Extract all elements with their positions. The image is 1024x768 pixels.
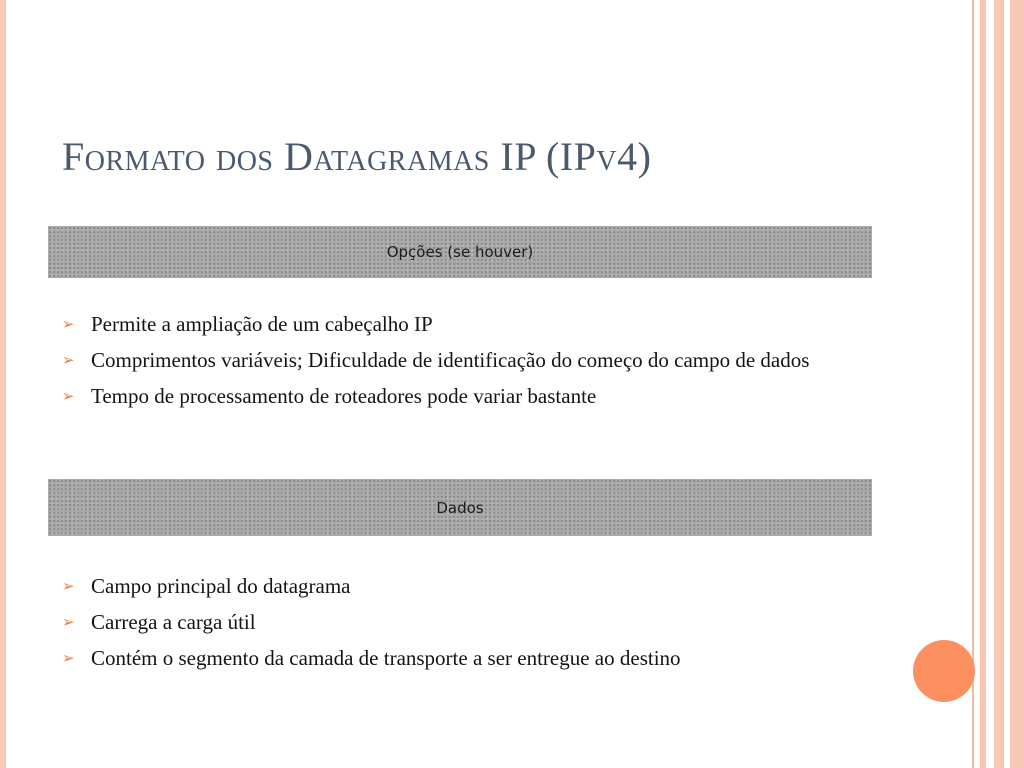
slide-title: Formato dos Datagramas IP (IPv4)	[62, 133, 652, 179]
bullet-arrow-icon: ➢	[62, 387, 75, 405]
bullet-text: Carrega a carga útil	[91, 610, 256, 634]
data-bullet-list	[62, 573, 902, 681]
data-field-band	[48, 479, 872, 536]
bullet-item	[62, 383, 862, 409]
bullet-text: Tempo de processamento de roteadores pode variar bastante	[91, 384, 597, 408]
bullet-arrow-icon: ➢	[62, 577, 75, 595]
bullet-item	[62, 311, 862, 337]
bullet-item	[62, 645, 902, 671]
bullet-text: Comprimentos variáveis; Dificuldade de identificação do começo do campo de dados	[91, 348, 810, 372]
bullet-arrow-icon: ➢	[62, 649, 75, 667]
slide-frame-divider	[972, 0, 974, 768]
bullet-text: Campo principal do datagrama	[91, 574, 351, 598]
bullet-item	[62, 573, 902, 599]
slide-frame-right	[972, 0, 1024, 768]
bullet-arrow-icon: ➢	[62, 315, 75, 333]
bullet-item	[62, 347, 862, 373]
options-field-band	[48, 226, 872, 278]
bullet-item	[62, 609, 902, 635]
slide-frame-left	[0, 0, 6, 768]
bullet-arrow-icon: ➢	[62, 351, 75, 369]
options-field-label: Opções (se houver)	[386, 243, 534, 261]
decorative-circle	[913, 640, 975, 702]
options-bullet-list	[62, 311, 862, 419]
bullet-text: Permite a ampliação de um cabeçalho IP	[91, 312, 433, 336]
bullet-arrow-icon: ➢	[62, 613, 75, 631]
bullet-text: Contém o segmento da camada de transporte a ser entregue ao destino	[91, 646, 681, 670]
data-field-label: Dados	[436, 498, 484, 517]
